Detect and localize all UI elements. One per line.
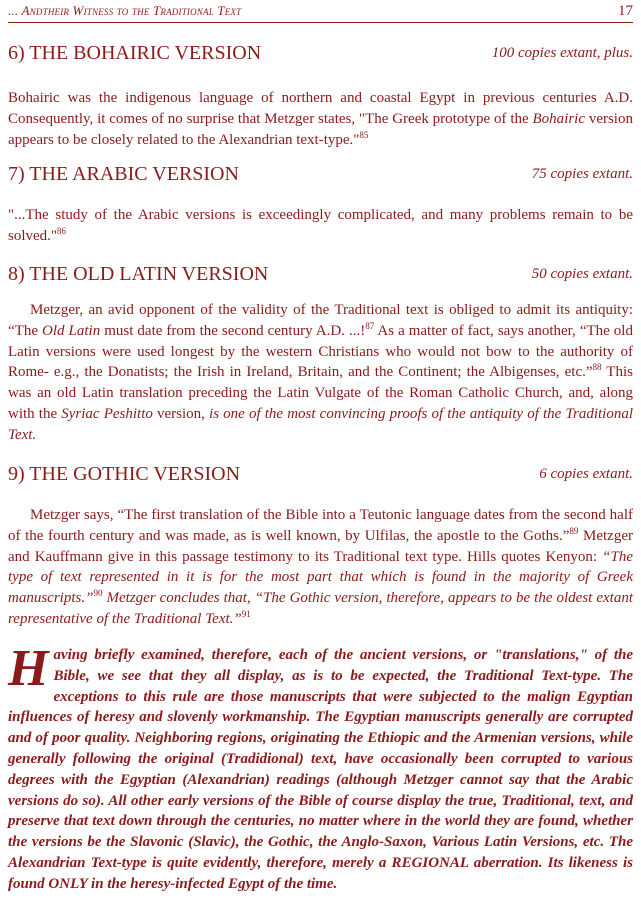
section-copies-note: 50 copies extant. xyxy=(531,266,633,282)
footnote-ref: 90 xyxy=(93,588,103,599)
section-title: 7) THE ARABIC VERSION xyxy=(8,163,239,185)
paragraph-text: version appears to be closely related to the Alexandrian text-type." xyxy=(8,110,633,148)
paragraph-text: version, xyxy=(152,405,210,422)
footnote-ref: 88 xyxy=(592,362,602,373)
footnote-ref: 91 xyxy=(241,608,251,619)
running-header xyxy=(8,3,633,21)
section-heading-old-latin xyxy=(8,263,633,289)
paragraph-text: Metzger and Kauffmann give in this passage testimony to its Traditional text type. Hills quotes Kenyon: xyxy=(8,527,633,565)
paragraph-text: Metzger says, “The first translation of the Bible into a Teutonic language dates from the second half of the fourth century and was made, as is well known, by Ulfilas, the apostle to the Goths.” xyxy=(8,507,633,544)
footnote-ref: 89 xyxy=(569,525,579,536)
section-title: 8) THE OLD LATIN VERSION xyxy=(8,263,269,285)
paragraph-gothic xyxy=(8,505,633,630)
paragraph-text: must date from the second century A.D. ...! xyxy=(100,322,366,339)
section-title: 6) THE BOHAIRIC VERSION xyxy=(8,42,262,64)
section-copies-note: 75 copies extant. xyxy=(531,166,633,182)
section-copies-note: 100 copies extant, plus. xyxy=(491,45,633,61)
section-copies-note: 6 copies extant. xyxy=(539,466,633,482)
paragraph-text: As a matter of fact, says another, “The old Latin versions were used longest by the western Christians who would not bow to the authority of Rome- e.g., the Donatists; the Irish in Ireland, Britain, and the Continent; the Albigenses, etc.” xyxy=(8,322,633,381)
header-rule xyxy=(8,22,633,23)
paragraph-text: This was an old Latin translation preceding the Latin Vulgate of the Roman Catholic Church, and, along with the xyxy=(8,364,633,422)
paragraph-italic: is one of the most convincing proofs of the antiquity of the Traditional Text. xyxy=(8,405,633,443)
paragraph-bohairic xyxy=(8,88,633,150)
section-heading-gothic xyxy=(8,463,633,489)
page-number: 17 xyxy=(618,3,633,19)
footnote-ref: 86 xyxy=(57,225,67,236)
paragraph-italic: Bohairic xyxy=(532,110,585,127)
paragraph-old-latin xyxy=(8,300,633,446)
paragraph-arabic xyxy=(8,205,633,247)
paragraph-text: Metzger, an avid opponent of the validity of the Traditional text is obliged to admit its antiquity: “The xyxy=(8,302,633,339)
paragraph-italic: Syriac Peshitto xyxy=(61,405,153,422)
paragraph-italic: Metzger concludes that, “The Gothic version, therefore, appears to be the oldest extant representative of the Traditional Text.” xyxy=(8,590,633,627)
paragraph-italic: Old Latin xyxy=(42,322,101,339)
drop-cap: H xyxy=(8,640,49,697)
section-heading-bohairic xyxy=(8,42,633,68)
paragraph-text: Bohairic was the indigenous language of northern and coastal Egypt in previous centuries A.D. Consequently, it comes of no surprise that Metzger states, "The Greek prototype of the xyxy=(8,90,633,127)
section-title: 9) THE GOTHIC VERSION xyxy=(8,463,241,485)
closing-paragraph xyxy=(8,640,633,895)
footnote-ref: 87 xyxy=(365,320,375,331)
section-heading-arabic xyxy=(8,163,633,189)
footnote-ref: 85 xyxy=(359,129,369,140)
closing-text: aving briefly examined, therefore, each of the ancient versions, or "translations," of the Bible, we see that they all display, as is to be expected, the Traditional Text-type. The exceptions to this rule are those manuscripts that were subjected to the malign Egyptian influences of heresy and slovenly workmanship. The Egyptian manuscripts generally are corrupted and of poor quality. Neighboring regions, originating the Ethiopic and the Armenian versions, while generally following the original (Tradidional) text, have occasionally been corrupted to various degrees with the Egyptian (Alexandrian) readings (although Metzger cannot say that the Arabic versions do so). All other early versions of the Bible of course display the true, Traditional, text, and preserve that text down through the centuries, no matter where in the world they are found, whether the versions be the Slavonic (Slavic), the Gothic, the Anglo-Saxon, Various Latin Versions, etc. The Alexandrian Text-type is quite evidently, therefore, merely a REGIONAL aberration. Its likeness is found ONLY in the heresy-infected Egypt of the time. xyxy=(8,647,633,892)
paragraph-text: "...The study of the Arabic versions is exceedingly complicated, and many problems remain to be solved." xyxy=(8,207,633,244)
running-title: ... Andtheir Witness to the Traditional Text xyxy=(8,3,242,18)
paragraph-italic: “The type of text represented in it is for the most part that which is found in the majority of Greek manuscripts.” xyxy=(8,548,633,607)
